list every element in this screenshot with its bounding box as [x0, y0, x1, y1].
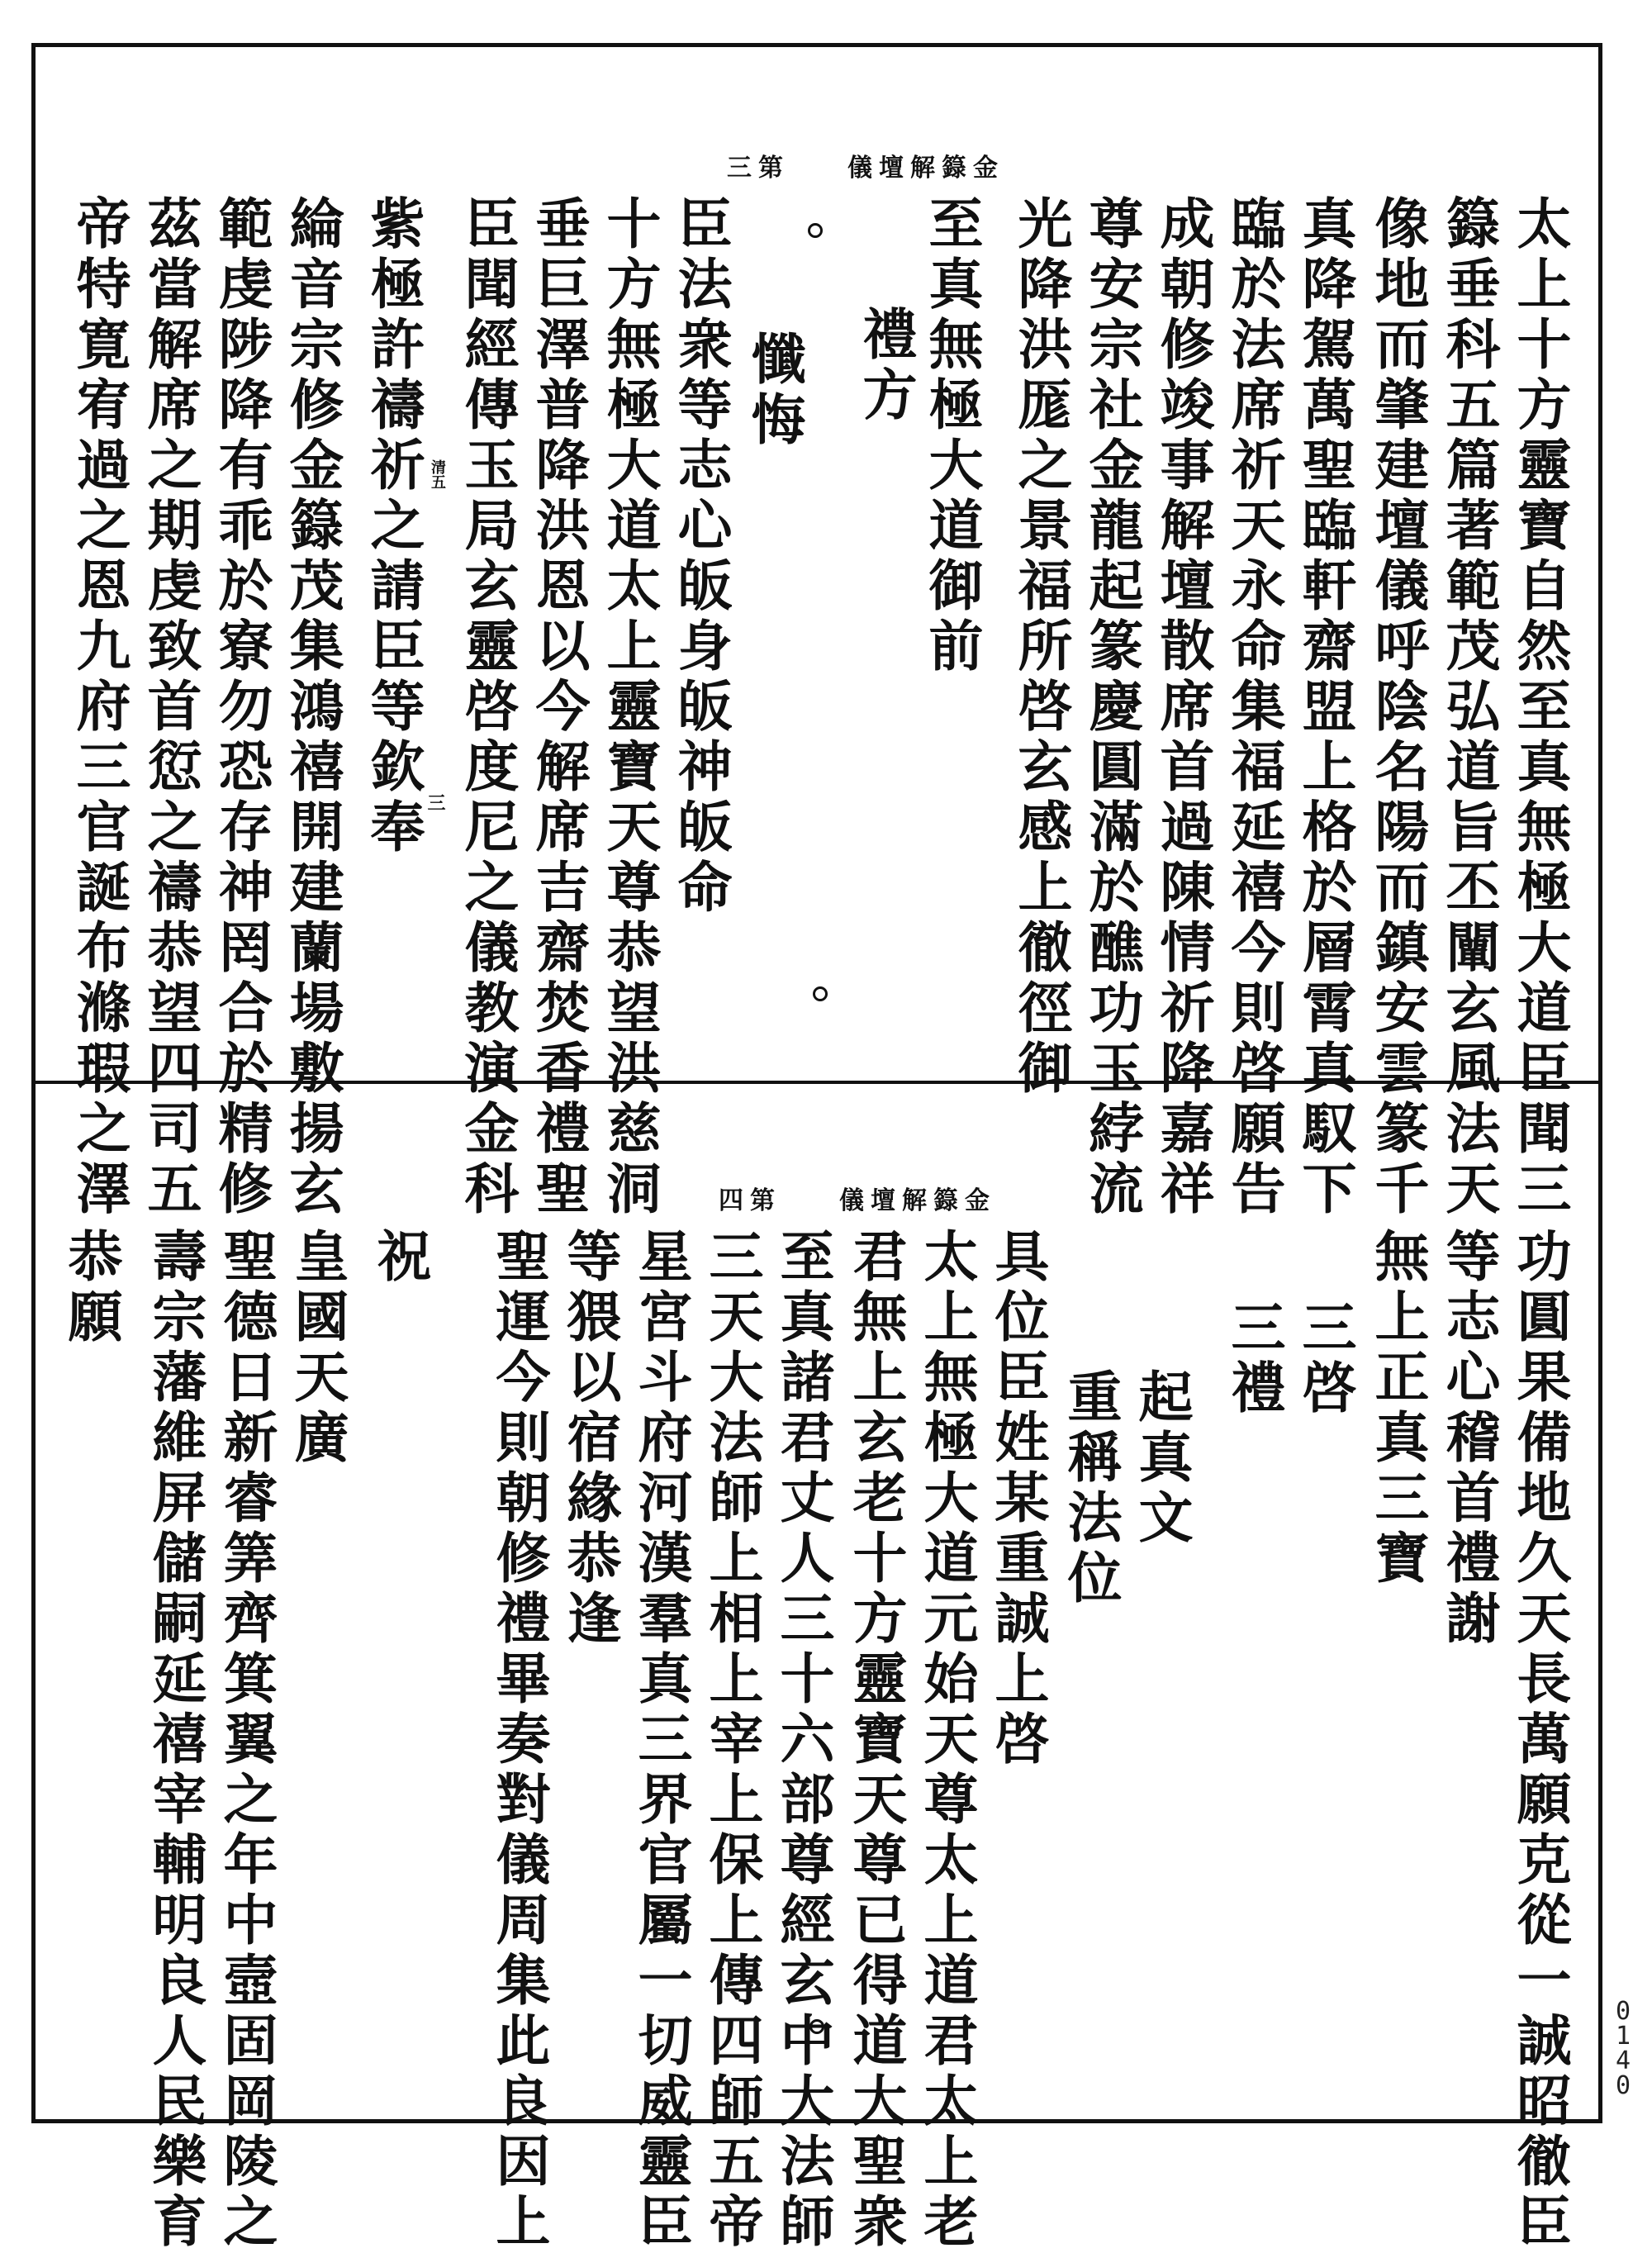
top-column-19: 茲當解席之期虔致首愆之禱恭望四司五 — [138, 195, 202, 1220]
page-number-digit: 0 — [1615, 2071, 1631, 2100]
top-column-11: 懺悔 — [742, 330, 806, 451]
bottom-column-4: 三啓 — [1293, 1299, 1357, 1419]
top-header — [727, 147, 1004, 183]
bottom-column-12: 三天大法師上相上宰上保上傳四師五帝 — [700, 1228, 764, 2253]
top-column-9: 至真無極大道御前 — [919, 195, 984, 677]
top-folio-number: 三 — [425, 793, 446, 811]
top-column-5: 臨於法席祈天永命集福延禧今則啓願告 — [1222, 195, 1286, 1220]
top-column-18: 範虔陟降有乖於寮勿恐存神罔合於精修 — [209, 195, 273, 1220]
binding-hole-mark — [813, 986, 828, 1001]
top-header-section: 第三 — [727, 154, 790, 183]
top-column-2: 籙垂科五篇著範茂弘道旨丕闡玄風法天 — [1436, 195, 1501, 1220]
bottom-column-16: 祝 — [368, 1228, 432, 1288]
bottom-column-20: 恭願 — [59, 1228, 123, 1348]
page-number — [1609, 1999, 1637, 2099]
top-column-8: 光降洪厖之景福所啓玄感上徹徑御 — [1009, 195, 1073, 1100]
bottom-column-7: 重稱法位 — [1058, 1368, 1123, 1609]
top-column-20: 帝特寛宥過之恩九府三官誕布滌瑕之澤 — [67, 195, 131, 1220]
bottom-column-2: 等志心稽首禮謝 — [1436, 1228, 1501, 1650]
binding-hole-mark — [805, 1249, 819, 1264]
top-header-title: 金籙解壇儀 — [847, 154, 1004, 183]
bottom-header — [719, 1180, 996, 1216]
top-column-3: 像地而肇建壇儀呼陰名陽而鎮安雲篆千 — [1365, 195, 1430, 1220]
bottom-column-10: 君無上玄老十方靈寶天尊已得道大聖衆 — [843, 1228, 908, 2253]
top-column-7: 尊安宗社金龍起篆慶圓滿於醮功玉綍流 — [1080, 195, 1144, 1220]
bottom-column-9: 太上無極大道元始天尊太上道君太上老 — [914, 1228, 979, 2253]
bottom-column-3: 無上正真三寶 — [1365, 1228, 1430, 1590]
bottom-column-19: 壽宗藩維屏儲嗣延禧宰輔明良人民樂育 — [143, 1228, 207, 2253]
binding-hole-mark — [809, 2019, 824, 2034]
binding-hole-mark — [808, 223, 823, 238]
top-marginal-note: 清五 — [429, 459, 446, 489]
bottom-column-5: 三禮 — [1222, 1299, 1286, 1419]
top-column-14: 垂巨澤普降洪恩以今解席吉齋焚香禮聖 — [526, 195, 591, 1220]
bottom-column-6: 起真文 — [1129, 1368, 1194, 1549]
page-number-digit: 1 — [1615, 2022, 1631, 2051]
bottom-column-11: 至真諸君丈人三十六部尊經玄中大法師 — [771, 1228, 835, 2253]
bottom-header-section: 第四 — [719, 1186, 781, 1215]
bottom-column-17: 皇國天廣 — [285, 1228, 349, 1469]
bottom-column-1: 功圓果備地久天長萬願克從一誠昭徹臣 — [1507, 1228, 1572, 2253]
top-column-16: 紫極許禱祈之請臣等欽奉 — [361, 195, 425, 858]
bottom-column-8: 具位臣姓某重誠上啓 — [985, 1228, 1050, 1771]
bottom-header-title: 金籙解壇儀 — [839, 1186, 996, 1215]
top-column-15: 臣聞經傳玉局玄靈啓度尼之儀教演金科 — [455, 195, 520, 1220]
top-column-12: 臣法衆等志心皈身皈神皈命 — [668, 195, 733, 919]
top-column-17: 綸音宗修金籙茂集鴻禧開建蘭場敷揚玄 — [280, 195, 344, 1220]
bottom-column-15: 聖運今則朝修禮畢奏對儀周集此良因上 — [487, 1228, 551, 2253]
top-column-13: 十方無極大道太上靈寶天尊恭望洪慈洞 — [597, 195, 662, 1220]
bottom-column-18: 聖德日新睿筭齊箕翼之年中壼固岡陵之 — [214, 1228, 278, 2253]
top-column-4: 真降駕萬聖臨軒齋盟上格於層霄真馭下 — [1293, 195, 1357, 1220]
page-number-digit: 4 — [1615, 2046, 1631, 2075]
top-column-6: 成朝修竣事解壇散席首過陳情祈降嘉祥 — [1151, 195, 1215, 1220]
bottom-column-14: 等猥以宿緣恭逢 — [558, 1228, 622, 1650]
top-column-1: 太上十方靈寶自然至真無極大道臣聞三 — [1507, 195, 1572, 1220]
top-column-10: 禮方 — [853, 306, 918, 426]
page-number-digit: 0 — [1615, 1997, 1631, 2026]
bottom-column-13: 星宮斗府河漢羣真三界官屬一切威靈臣 — [629, 1228, 693, 2253]
